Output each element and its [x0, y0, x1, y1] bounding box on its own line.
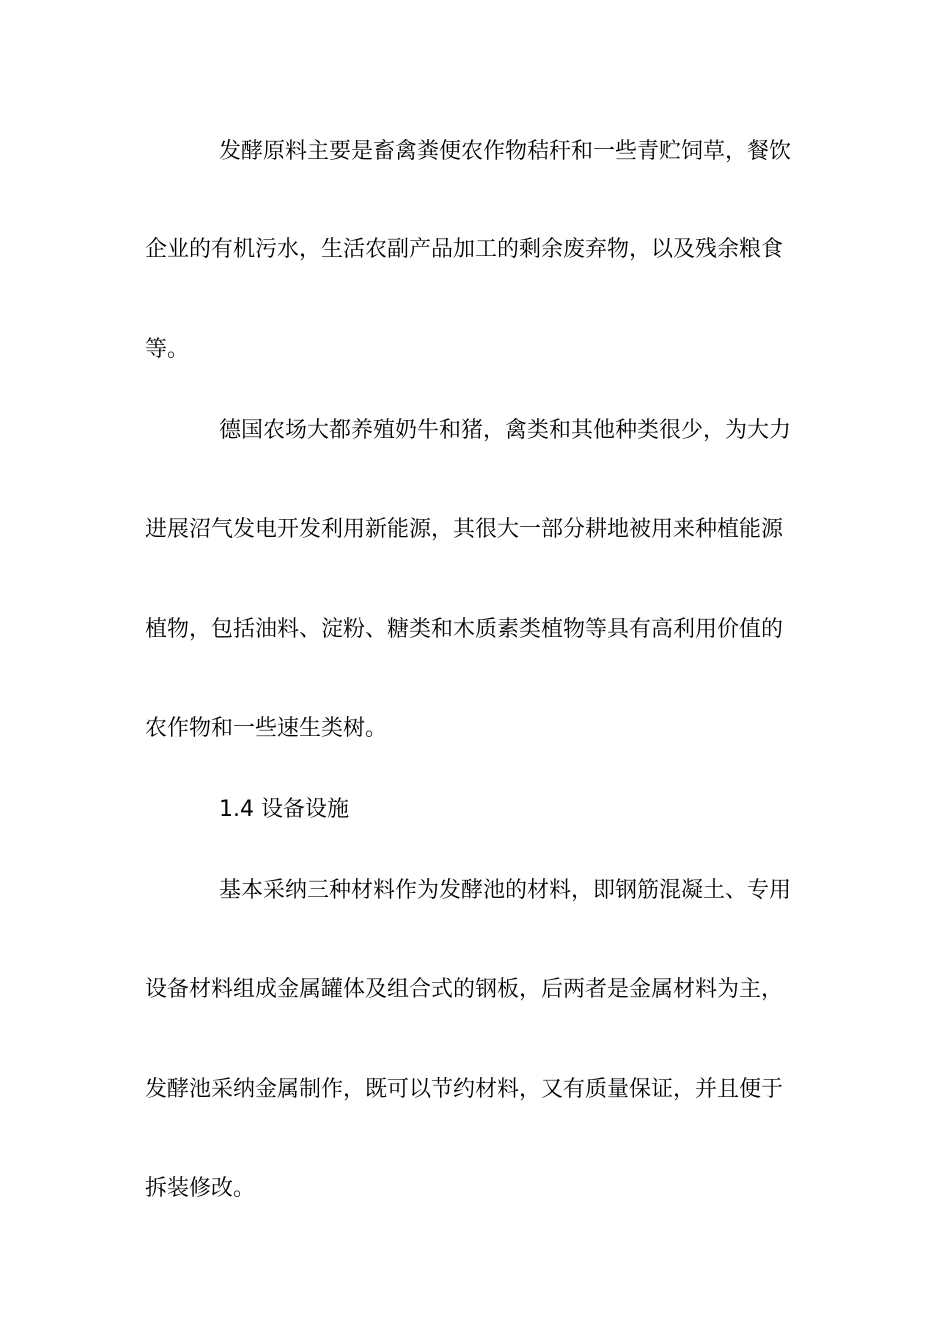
paragraph-1-line-3: 等。: [145, 337, 190, 362]
paragraph-2-line-4: 农作物和一些速生类树。: [145, 716, 388, 741]
paragraph-3-line-4: 拆装修改。: [145, 1176, 256, 1201]
paragraph-1-line-1: 发酵原料主要是畜禽粪便农作物秸秆和一些青贮饲草，餐饮: [219, 139, 792, 164]
paragraph-3-line-1: 基本采纳三种材料作为发酵池的材料，即钢筋混凝土、专用: [219, 878, 792, 903]
paragraph-2-line-1: 德国农场大都养殖奶牛和猪，禽类和其他种类很少，为大力: [219, 418, 792, 443]
section-heading: 1.4 设备设施: [219, 797, 349, 822]
paragraph-2-line-3: 植物，包括油料、淀粉、糖类和木质素类植物等具有高利用价值的: [145, 617, 784, 642]
paragraph-3-line-2: 设备材料组成金属罐体及组合式的钢板，后两者是金属材料为主，: [145, 977, 784, 1002]
paragraph-3-line-3: 发酵池采纳金属制作，既可以节约材料，又有质量保证，并且便于: [145, 1077, 784, 1102]
paragraph-1-line-2: 企业的有机污水，生活农副产品加工的剩余废弃物，以及残余粮食: [145, 237, 784, 262]
paragraph-2-line-2: 进展沼气发电开发利用新能源，其很大一部分耕地被用来种植能源: [145, 517, 784, 542]
